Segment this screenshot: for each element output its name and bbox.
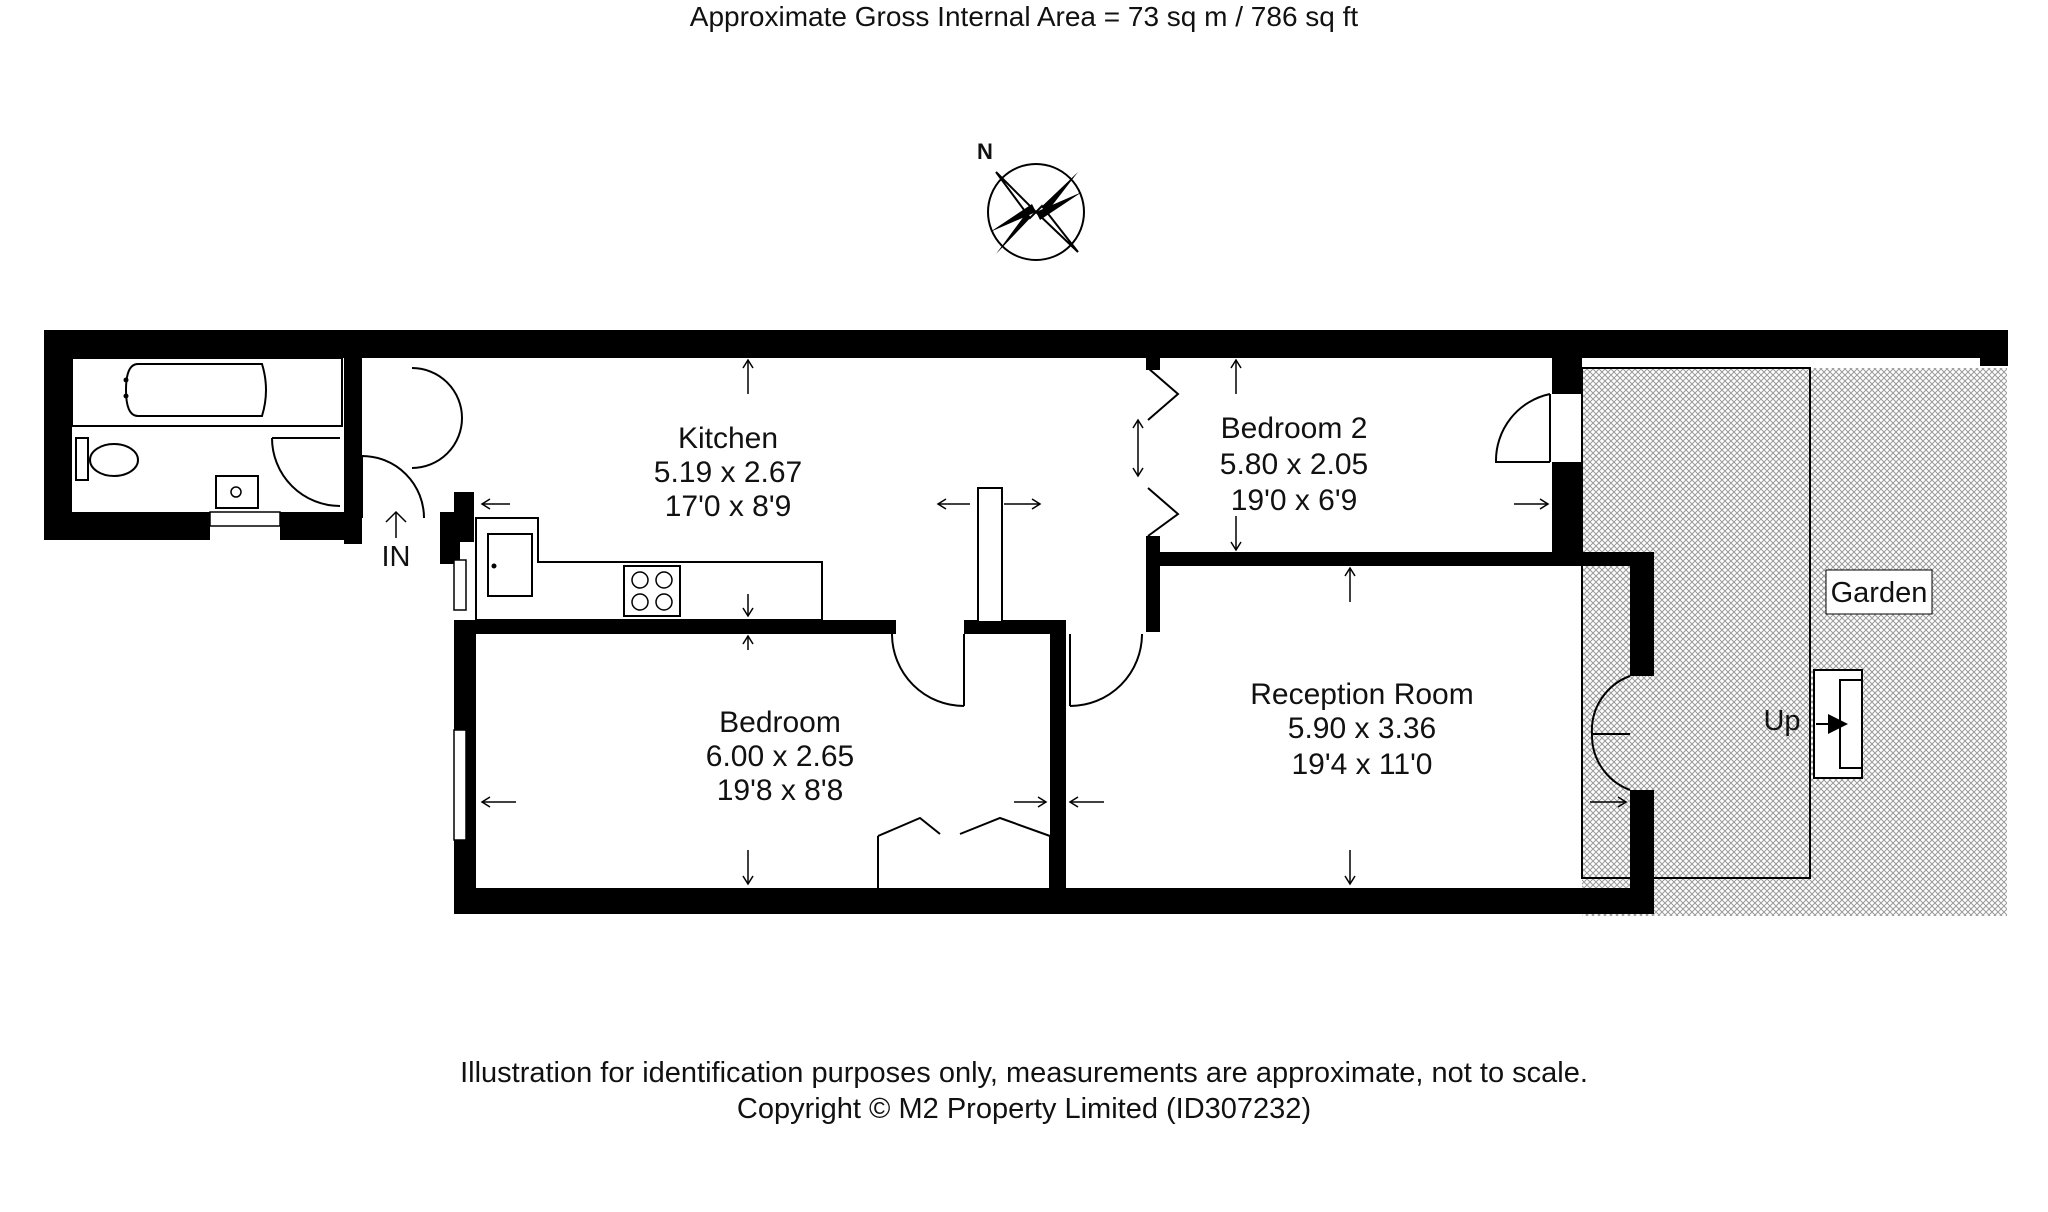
room-dim-metric: 6.00 x 2.65 (705, 740, 855, 773)
room-label-kitchen (654, 422, 802, 523)
room-label-bedroom-2 (1220, 412, 1368, 517)
entrance-arrow-icon (386, 512, 406, 538)
entrance-label: IN (381, 541, 411, 573)
room-dim-imperial: 19'8 x 8'8 (716, 774, 844, 807)
room-label-reception-room (1250, 678, 1473, 781)
sink-icon (216, 476, 258, 508)
copyright-text: Copyright © M2 Property Limited (ID307232) (736, 1093, 1312, 1125)
room-dim-imperial: 19'4 x 11'0 (1291, 748, 1433, 781)
compass-icon (977, 139, 1084, 260)
gross-area-title: Approximate Gross Internal Area = 73 sq m / 786 sq ft (689, 1, 1359, 32)
room-dim-imperial: 17'0 x 8'9 (664, 490, 792, 523)
room-name: Reception Room (1250, 678, 1474, 711)
room-name: Bedroom 2 (1220, 412, 1368, 445)
hob-icon (624, 566, 680, 616)
steps-up-label: Up (1763, 705, 1801, 737)
garden-label: Garden (1830, 577, 1928, 609)
disclaimer-text: Illustration for identification purposes only, measurements are approximate, not to scale. (460, 1057, 1588, 1089)
bathtub-icon (72, 358, 342, 426)
room-name: Bedroom (719, 706, 841, 739)
room-name: Kitchen (677, 422, 779, 455)
room-dim-imperial: 19'0 x 6'9 (1230, 484, 1358, 517)
toilet-icon (76, 438, 138, 480)
room-dim-metric: 5.80 x 2.05 (1219, 448, 1369, 481)
compass-north-label: N (977, 139, 993, 164)
room-dim-metric: 5.19 x 2.67 (653, 456, 803, 489)
room-label-bedroom (706, 706, 854, 807)
room-dim-metric: 5.90 x 3.36 (1287, 712, 1437, 745)
